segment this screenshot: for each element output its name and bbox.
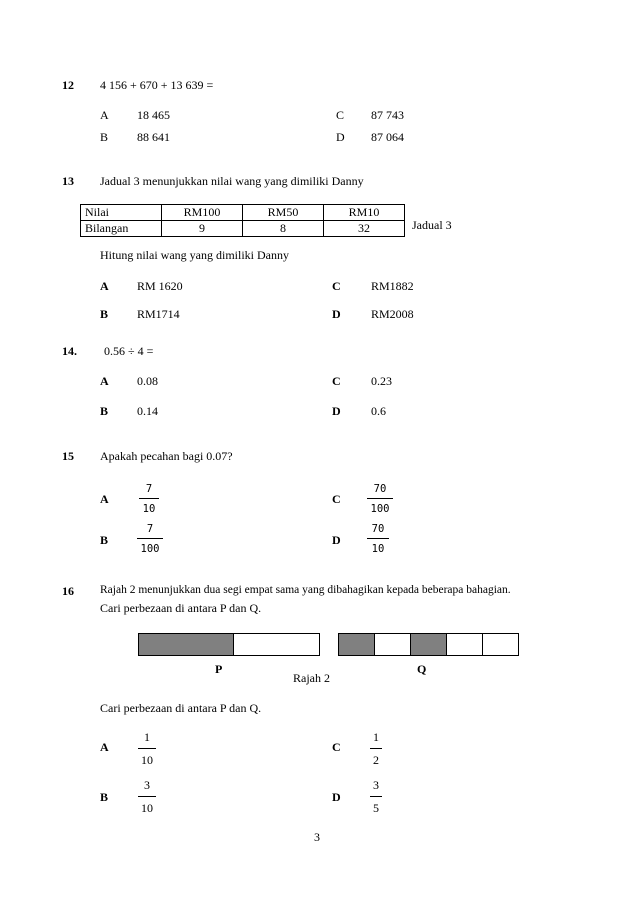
fraction-bar [367,538,389,539]
jadual-3-table [80,204,405,237]
q12-option-value: 18 465 [137,108,170,122]
q13-option-label: C [332,279,341,293]
q14-option-label: D [332,404,341,418]
q13-option-label: B [100,307,109,321]
q15-option-label: A [100,492,109,506]
q13-option-value: RM2008 [371,307,414,321]
fraction-bar [370,796,382,797]
fraction [370,730,382,768]
q16-text-line1: Rajah 2 menunjukkan dua segi empat sama yang dibahagikan kepada beberapa bahagian. [100,584,511,596]
denominator: 10 [141,753,153,767]
numerator: 3 [144,778,150,792]
fraction [139,483,159,515]
numerator: 1 [144,730,150,744]
rect-q-part [446,633,483,656]
fraction-bar [139,498,159,499]
q12-option-value: 88 641 [137,130,170,144]
q14-option-value: 0.14 [137,404,158,418]
denominator: 100 [370,503,390,515]
table-cell: RM10 [324,205,405,221]
q12-option-label: C [336,108,345,122]
q14-option-label: A [100,374,109,388]
q12-option-value: 87 064 [371,130,404,144]
q14-option-label: B [100,404,109,418]
q14-option-label: C [332,374,341,388]
label-q: Q [417,662,427,676]
denominator: 10 [142,503,156,515]
q13-option-value: RM 1620 [137,279,183,293]
fraction-bar [138,748,156,749]
q14-option-value: 0.08 [137,374,158,388]
denominator: 100 [140,543,160,555]
fraction [138,730,156,768]
fraction [137,523,163,555]
fraction [367,483,393,515]
q15-option-label: B [100,533,109,547]
rect-q-part [482,633,519,656]
table-cell: Nilai [81,205,162,221]
table-cell: 8 [243,221,324,237]
q16-option-label: B [100,790,109,804]
fraction-bar [370,748,382,749]
table-cell: 32 [324,221,405,237]
figure-caption: Rajah 2 [293,671,330,685]
q16-option-label: D [332,790,341,804]
rect-p-part [138,633,234,656]
q14-text: 0.56 ÷ 4 = [104,344,154,358]
denominator: 10 [371,543,385,555]
q13-text: Jadual 3 menunjukkan nilai wang yang dimiliki Danny [100,174,364,188]
q15-option-label: D [332,533,341,547]
table-cell: RM100 [162,205,243,221]
q13-option-label: A [100,279,109,293]
rect-q-part [374,633,411,656]
q12-option-label: A [100,108,109,122]
q13-option-value: RM1882 [371,279,414,293]
fraction [367,523,389,555]
fraction-bar [138,796,156,797]
numerator: 70 [373,483,387,495]
q13-prompt: Hitung nilai wang yang dimiliki Danny [100,248,289,262]
q12-option-label: B [100,130,109,144]
rect-p-part [233,633,320,656]
table-row [81,221,405,237]
q16-number: 16 [62,584,74,598]
q12-text: 4 156 + 670 + 13 639 = [100,78,214,92]
fraction [370,778,382,816]
q16-option-label: A [100,740,109,754]
rect-q-part [338,633,375,656]
q12-option-label: D [336,130,345,144]
fraction-bar [367,498,393,499]
denominator: 5 [373,801,379,815]
q14-option-value: 0.6 [371,404,386,418]
numerator: 1 [373,730,379,744]
q15-number: 15 [62,449,74,463]
q16-text-line2: Cari perbezaan di antara P dan Q. [100,601,262,615]
fraction-bar [137,538,163,539]
label-p: P [215,662,223,676]
q16-option-label: C [332,740,341,754]
q12-number: 12 [62,78,74,92]
q15-text: Apakah pecahan bagi 0.07? [100,449,233,463]
numerator: 70 [371,523,385,535]
page-number: 3 [314,830,320,844]
table-cell: 9 [162,221,243,237]
q12-option-value: 87 743 [371,108,404,122]
q15-option-label: C [332,492,341,506]
numerator: 3 [373,778,379,792]
q13-option-label: D [332,307,341,321]
q14-option-value: 0.23 [371,374,392,388]
table-caption: Jadual 3 [412,218,452,232]
numerator: 7 [145,483,153,495]
q13-number: 13 [62,174,74,188]
q16-prompt: Cari perbezaan di antara P dan Q. [100,701,262,715]
table-cell: RM50 [243,205,324,221]
table-cell: Bilangan [81,221,162,237]
denominator: 2 [373,753,379,767]
fraction [138,778,156,816]
q13-option-value: RM1714 [137,307,180,321]
q14-number: 14. [62,344,77,358]
denominator: 10 [141,801,153,815]
numerator: 7 [146,523,154,535]
table-row [81,205,405,221]
rect-q-part [410,633,447,656]
